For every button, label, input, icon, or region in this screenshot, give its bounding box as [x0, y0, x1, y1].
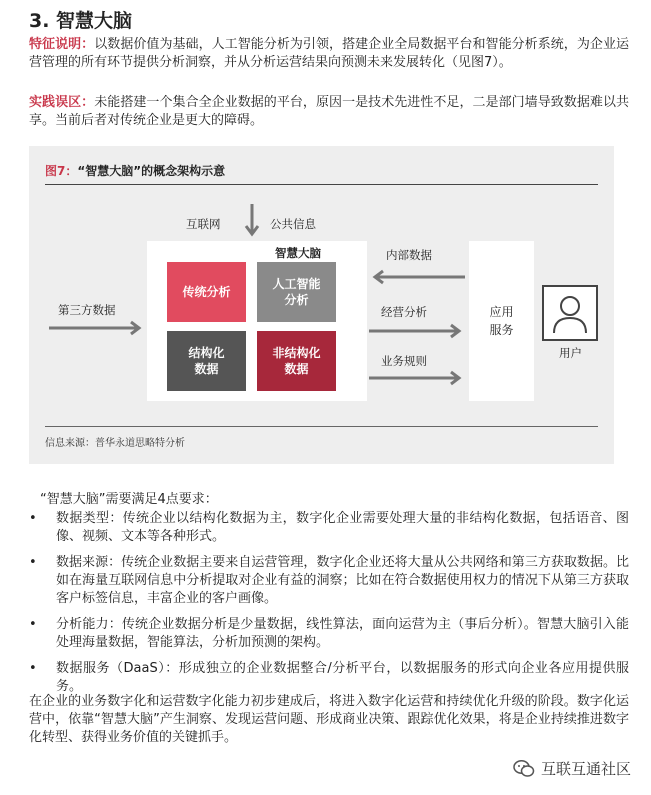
- closing-paragraph: 在企业的业务数字化和运营数字化能力初步建成后，将进入数字化运营和持续优化升级的阶段。数字化运营中，依靠“智慧大脑”产生洞察、发现运营问题、形成商业决策、跟踪优化效果，将是企业持续推进数字化转型、获得业务价值的关键抓手。: [29, 694, 629, 745]
- mistake-label: 实践误区：: [29, 95, 95, 110]
- figure-bottom-rule: [45, 426, 598, 427]
- requirements-list: [29, 510, 629, 704]
- user-label: 用户: [559, 346, 582, 360]
- right-arrow-icon: [369, 325, 465, 337]
- mistake-text: 未能搭建一个集合全企业数据的平台，原因一是技术先进性不足，二是部门墙导致数据难以共享。当前后者对传统企业是更大的障碍。: [29, 95, 629, 128]
- left-arrow-icon: [369, 271, 465, 283]
- down-arrow-icon: [245, 204, 259, 240]
- wechat-icon: [513, 759, 535, 779]
- internet-label: 互联网: [186, 217, 221, 231]
- app-services-box: [469, 241, 534, 401]
- figure-7: [29, 146, 614, 464]
- operations-analysis-label: 经营分析: [381, 305, 427, 319]
- section-title: 3. 智慧大脑: [29, 10, 133, 32]
- public-info-label: 公共信息: [270, 217, 316, 231]
- requirements-intro: “智慧大脑”需要满足4点要求：: [40, 492, 218, 507]
- app-services-label: 应用 服务: [489, 305, 514, 337]
- list-item: • 数据服务（DaaS）：形成独立的企业数据整合/分析平台，以数据服务的形式向企业各应用提供服务。: [29, 660, 629, 696]
- user-avatar: [542, 285, 598, 341]
- business-rules-label: 业务规则: [381, 354, 427, 368]
- feature-label: 特征说明：: [29, 37, 95, 52]
- list-item: • 数据类型：传统企业以结构化数据为主，数字化企业需要处理大量的非结构化数据，包括语音、图像、视频、文本等各种形式。: [29, 510, 629, 546]
- tile-ai-analysis: 人工智能 分析: [257, 262, 336, 322]
- internal-data-label: 内部数据: [386, 248, 432, 262]
- tile-structured-data: 结构化 数据: [167, 331, 246, 391]
- footer-watermark: [513, 758, 631, 779]
- figure-title-prefix: 图7：: [45, 164, 78, 178]
- figure-top-rule: [45, 184, 598, 185]
- smart-brain-label: 智慧大脑: [275, 246, 321, 260]
- right-arrow-icon: [49, 322, 145, 334]
- feature-paragraph: [29, 36, 629, 72]
- right-arrow-icon: [369, 372, 465, 384]
- figure-title: [45, 162, 225, 179]
- figure-title-text: “智慧大脑”的概念架构示意: [77, 164, 226, 178]
- tile-traditional-analysis: 传统分析: [167, 262, 246, 322]
- list-item: • 分析能力：传统企业数据分析是少量数据，线性算法，面向运营为主（事后分析）。智慧大脑引入能处理海量数据，智能算法，分析加预测的架构。: [29, 616, 629, 652]
- third-party-label: 第三方数据: [58, 303, 116, 317]
- mistake-paragraph: [29, 94, 629, 130]
- tile-unstructured-data: 非结构化 数据: [257, 331, 336, 391]
- list-item: • 数据来源：传统企业数据主要来自运营管理，数字化企业还将大量从公共网络和第三方获取数据。比如在海量互联网信息中分析提取对企业有益的洞察；比如在符合数据使用权力的情况下从第三方获取客户标签信息，丰富企业的客户画像。: [29, 554, 629, 608]
- feature-text: 以数据价值为基础，人工智能分析为引领，搭建企业全局数据平台和智能分析系统，为企业运营管理的所有环节提供分析洞察，并从分析运营结果向预测未来发展转化（见图7）。: [29, 37, 629, 70]
- figure-source: 信息来源：普华永道思略特分析: [45, 438, 185, 449]
- footer-brand: 互联互通社区: [540, 760, 631, 778]
- user-icon: [544, 287, 596, 339]
